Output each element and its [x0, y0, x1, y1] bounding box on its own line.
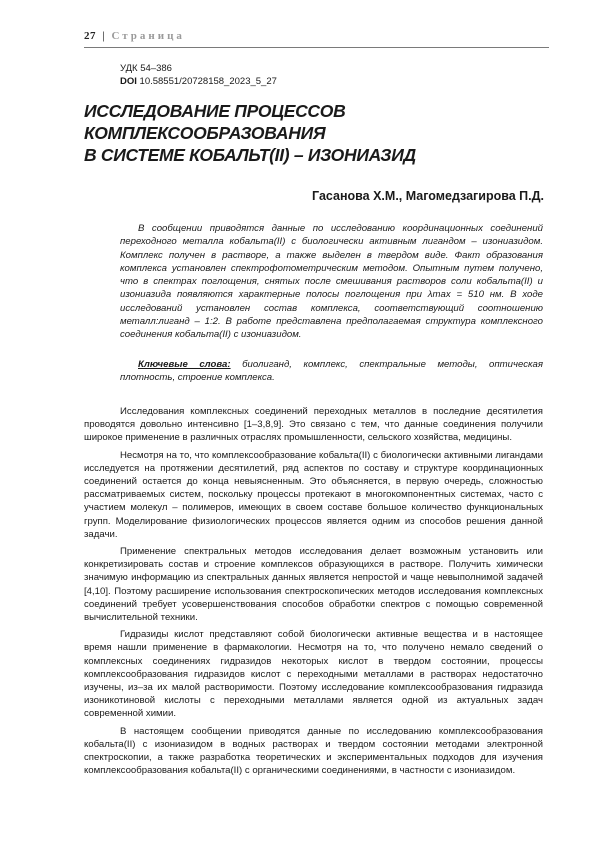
- doi-label: DOI: [120, 76, 137, 87]
- body-paragraph: В настоящем сообщении приводятся данные по исследованию комплексообразования кобальта(II) с изониазидом в водных растворах и твердом состоянии методами электронной спектроскопии, а также разработка теоретических и экспериментальных подходов для изучения комплексообразования кобальта(II) с органическими соединениями, в частности с изониазидом.: [84, 725, 543, 777]
- abstract: В сообщении приводятся данные по исследованию координационных соединений переходного металла кобальта(II) с биологически активным лигандом – изониазидом. Комплекс получен в растворе, а также выделен в твердом виде. Факт образования комплекса установлен спектрофотометрическим методом. Опытным путем получено, что в спектрах поглощения, снятых после смешивания растворов соли кобальта(II) и изониазида появляются характерные полосы поглощения при λmax = 510 нм. В ходе исследований установлен состав комплекса, соответствующий соотношению металл:лиганд – 1:2. В работе представлена предполагаемая структура комплексного соединения кобальта(II) с изониазидом.: [120, 223, 543, 341]
- title-line: ИССЛЕДОВАНИЕ ПРОЦЕССОВ: [84, 101, 346, 121]
- page-word: Страница: [111, 30, 185, 42]
- title-line: КОМПЛЕКСООБРАЗОВАНИЯ: [84, 123, 326, 143]
- article-meta: [120, 62, 277, 88]
- body-paragraph: Исследования комплексных соединений переходных металлов в последние десятилетия проводятся довольно интенсивно [1–3,8,9]. Это связано с тем, что данные соединения получили широкое применение в различных отраслях промышленности, сельского хозяйства, медицины.: [84, 406, 543, 444]
- body-paragraph: Несмотря на то, что комплексообразование кобальта(II) с биологически активными лигандами исследуется на протяжении десятилетий, ряд аспектов по составу и структуре координационных соединений остается до конца невыясненным. Это объясняется, в первую очередь, сложностью рассматриваемых систем, поскольку процессы протекают в многокомпонентных системах, часто с участием молекул – полимеров, имеющих в своем составе большое количество функциональных групп. Моделирование физиологических процессов является одним из способов решения данной задачи.: [84, 449, 543, 540]
- running-header: [84, 30, 185, 42]
- header-rule: [84, 47, 549, 48]
- header-separator: |: [102, 30, 106, 42]
- article-body: [84, 405, 543, 781]
- authors: Гасанова Х.М., Магомедзагирова П.Д.: [312, 189, 544, 203]
- body-paragraph: Применение спектральных методов исследования делает возможным установить или конкретизировать состав и строение комплексов образующихся в растворе. Получить химически значимую информацию из спектральных данных является непростой и чаще невыполнимой задачей [4,10]. Поэтому расширение использования спектроскопических методов исследования комплексных соединений требует усовершенствования способов обработки спектров с помощью современной вычислительной техники.: [84, 546, 543, 624]
- page-number: 27: [84, 30, 96, 42]
- body-paragraph: Гидразиды кислот представляют собой биологически активные вещества и в настоящее время нашли применение в фармакологии. Несмотря на то, что получено немало сведений о комплексных соединениях гидразидов некоторых кислот в твердом состоянии, процессы комплексообразования гидразидов кислот с переходными металлами в растворах недостаточно изучены, из–за их малой растворимости. Поэтому исследование комплексообразования гидразида изоникотиновой кислоты с переходными металлами является одной из актуальных задач современной химии.: [84, 629, 543, 720]
- doi-value: 10.58551/20728158_2023_5_27: [139, 76, 277, 87]
- title-line: В СИСТЕМЕ КОБАЛЬТ(II) – ИЗОНИАЗИД: [84, 145, 416, 165]
- keywords-label: Ключевые слова:: [138, 359, 231, 370]
- article-title: [84, 100, 544, 166]
- udk-code: УДК 54–386: [120, 63, 172, 74]
- keywords: [120, 358, 543, 385]
- keywords-text: биолиганд, комплекс, спектральные методы, оптическая плотность, строение комплекса.: [120, 359, 543, 384]
- doi-line: [120, 75, 277, 88]
